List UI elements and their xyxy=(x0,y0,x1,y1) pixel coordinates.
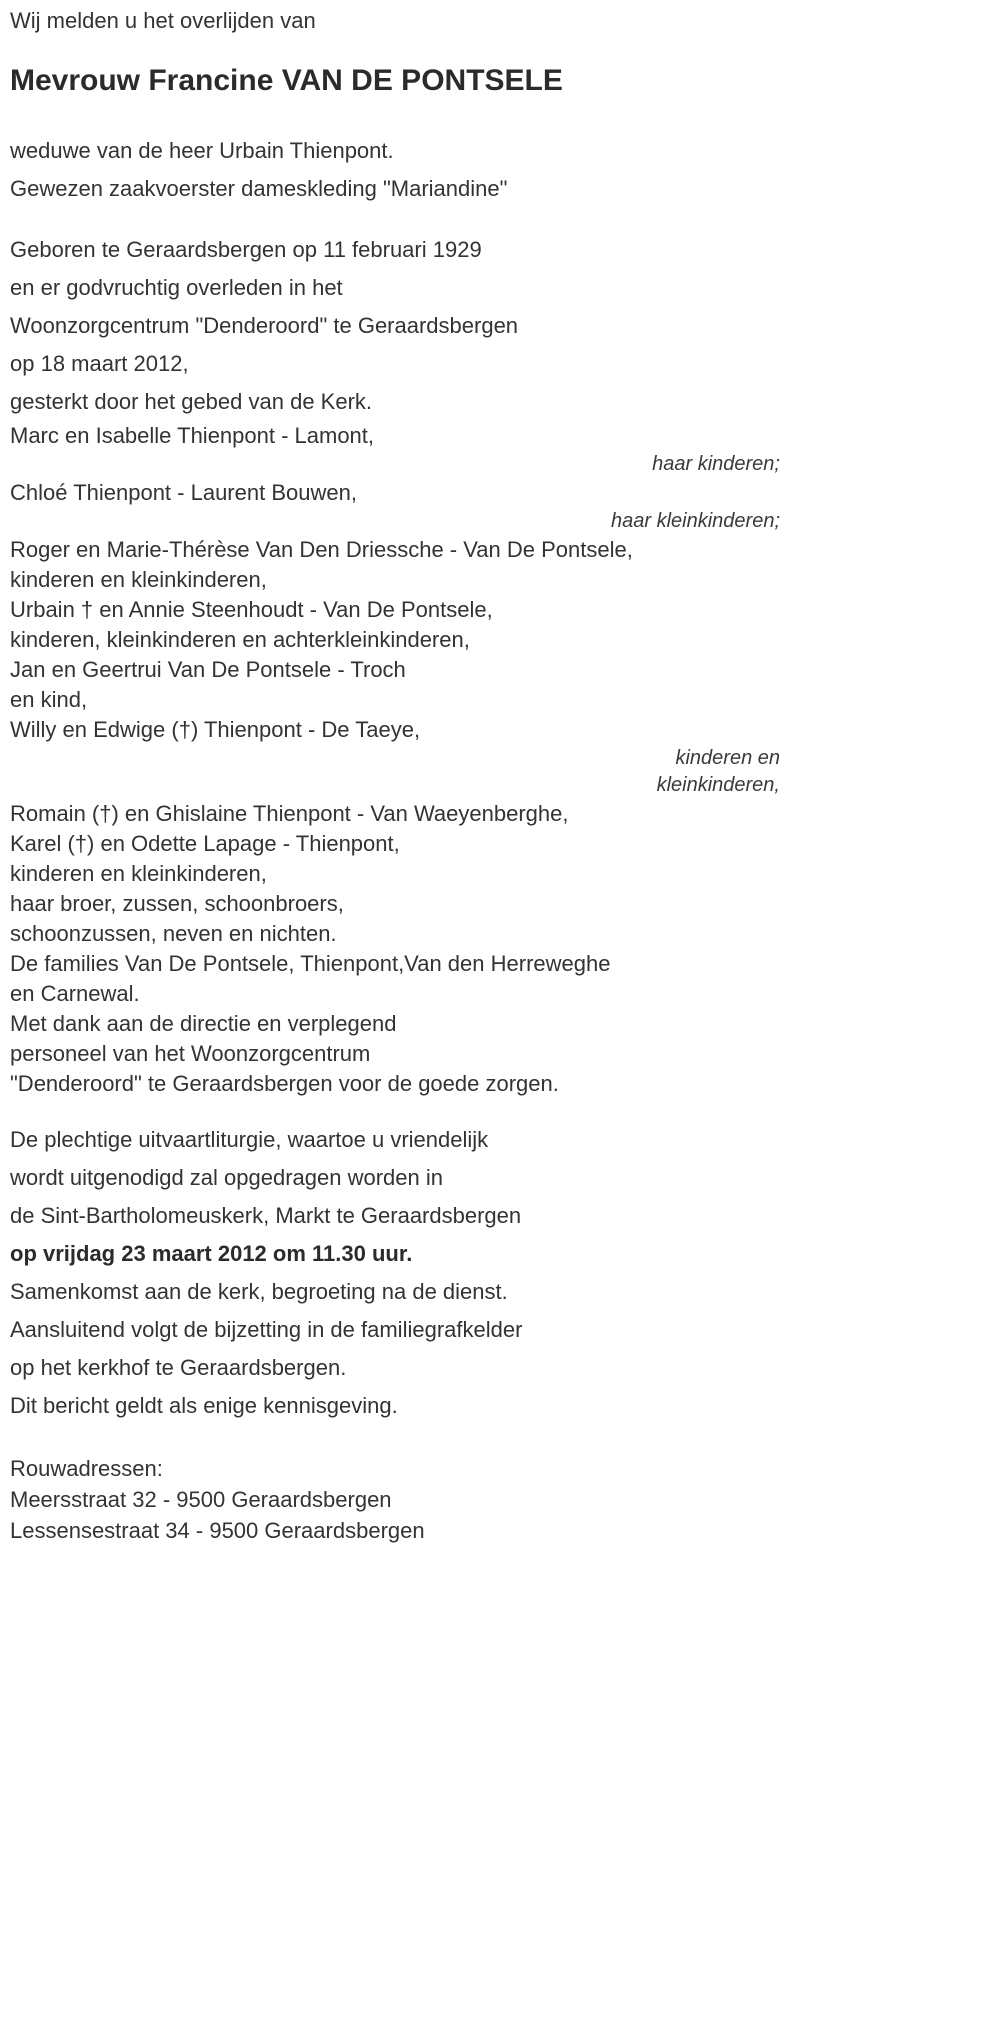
mourning-addresses-section xyxy=(10,1453,780,1546)
relatives-note: kleinkinderen, xyxy=(656,774,780,796)
life-dates-section xyxy=(10,231,780,421)
family-line: kinderen en kleinkinderen, xyxy=(10,567,267,592)
family-line: haar broer, zussen, schoonbroers, xyxy=(10,891,344,916)
intro-section xyxy=(10,6,780,100)
notice-only-line: Dit bericht geldt als enige kennisgeving. xyxy=(10,1393,398,1418)
families-line: De families Van De Pontsele, Thienpont,Van den Herreweghe xyxy=(10,951,611,976)
ceremony-line: op het kerkhof te Geraardsbergen. xyxy=(10,1355,347,1380)
birth-line: Geboren te Geraardsbergen op 11 februari 1929 xyxy=(10,237,482,262)
mourning-addresses-label: Rouwadressen: xyxy=(10,1456,163,1481)
family-line: Willy en Edwige (†) Thienpont - De Taeye, xyxy=(10,717,421,742)
intro-line: Wij melden u het overlijden van xyxy=(10,8,316,33)
mourning-address: Meersstraat 32 - 9500 Geraardsbergen xyxy=(10,1487,392,1512)
family-line: Chloé Thienpont - Laurent Bouwen, xyxy=(10,480,357,505)
family-line: Urbain † en Annie Steenhoudt - Van De Pontsele, xyxy=(10,597,493,622)
family-line: en kind, xyxy=(10,687,88,712)
family-line: Romain (†) en Ghislaine Thienpont - Van Waeyenberghe, xyxy=(10,801,569,826)
family-line: Karel (†) en Odette Lapage - Thienpont, xyxy=(10,831,400,856)
family-line: Roger en Marie-Thérèse Van Den Driessche - Van De Pontsele, xyxy=(10,537,633,562)
ceremony-datetime-line: op vrijdag 23 maart 2012 om 11.30 uur. xyxy=(10,1241,413,1266)
deceased-name: Mevrouw Francine VAN DE PONTSELE xyxy=(10,64,563,97)
families-line: en Carnewal. xyxy=(10,981,140,1006)
ceremony-line: De plechtige uitvaartliturgie, waartoe u vriendelijk xyxy=(10,1127,489,1152)
relatives-note: haar kinderen; xyxy=(652,453,780,475)
thanks-line: Met dank aan de directie en verplegend xyxy=(10,1011,397,1036)
thanks-line: personeel van het Woonzorgcentrum xyxy=(10,1041,371,1066)
death-date-line: op 18 maart 2012, xyxy=(10,351,189,376)
family-line: Jan en Geertrui Van De Pontsele - Troch xyxy=(10,657,406,682)
relatives-note: kinderen en xyxy=(675,747,780,769)
relation-line: weduwe van de heer Urbain Thienpont. xyxy=(10,138,394,163)
relatives-note: haar kleinkinderen; xyxy=(611,510,780,532)
ceremony-section xyxy=(10,1121,780,1425)
family-line: kinderen en kleinkinderen, xyxy=(10,861,267,886)
ceremony-line: wordt uitgenodigd zal opgedragen worden in xyxy=(10,1165,443,1190)
family-line: kinderen, kleinkinderen en achterkleinkinderen, xyxy=(10,627,470,652)
ceremony-line: Samenkomst aan de kerk, begroeting na de dienst. xyxy=(10,1279,508,1304)
death-line-2: Woonzorgcentrum "Denderoord" te Geraardsbergen xyxy=(10,313,519,338)
family-line: schoonzussen, neven en nichten. xyxy=(10,921,337,946)
ceremony-line: Aansluitend volgt de bijzetting in de familiegrafkelder xyxy=(10,1317,523,1342)
subtitle-section xyxy=(10,132,780,208)
family-line: Marc en Isabelle Thienpont - Lamont, xyxy=(10,423,375,448)
sacrament-line: gesterkt door het gebed van de Kerk. xyxy=(10,389,373,414)
mourning-address: Lessensestraat 34 - 9500 Geraardsbergen xyxy=(10,1518,425,1543)
ceremony-line: de Sint-Bartholomeuskerk, Markt te Geraardsbergen xyxy=(10,1203,522,1228)
death-line-1: en er godvruchtig overleden in het xyxy=(10,275,343,300)
family-section xyxy=(10,421,780,1099)
thanks-line: "Denderoord" te Geraardsbergen voor de goede zorgen. xyxy=(10,1071,559,1096)
profession-line: Gewezen zaakvoerster dameskleding "Mariandine" xyxy=(10,176,508,201)
